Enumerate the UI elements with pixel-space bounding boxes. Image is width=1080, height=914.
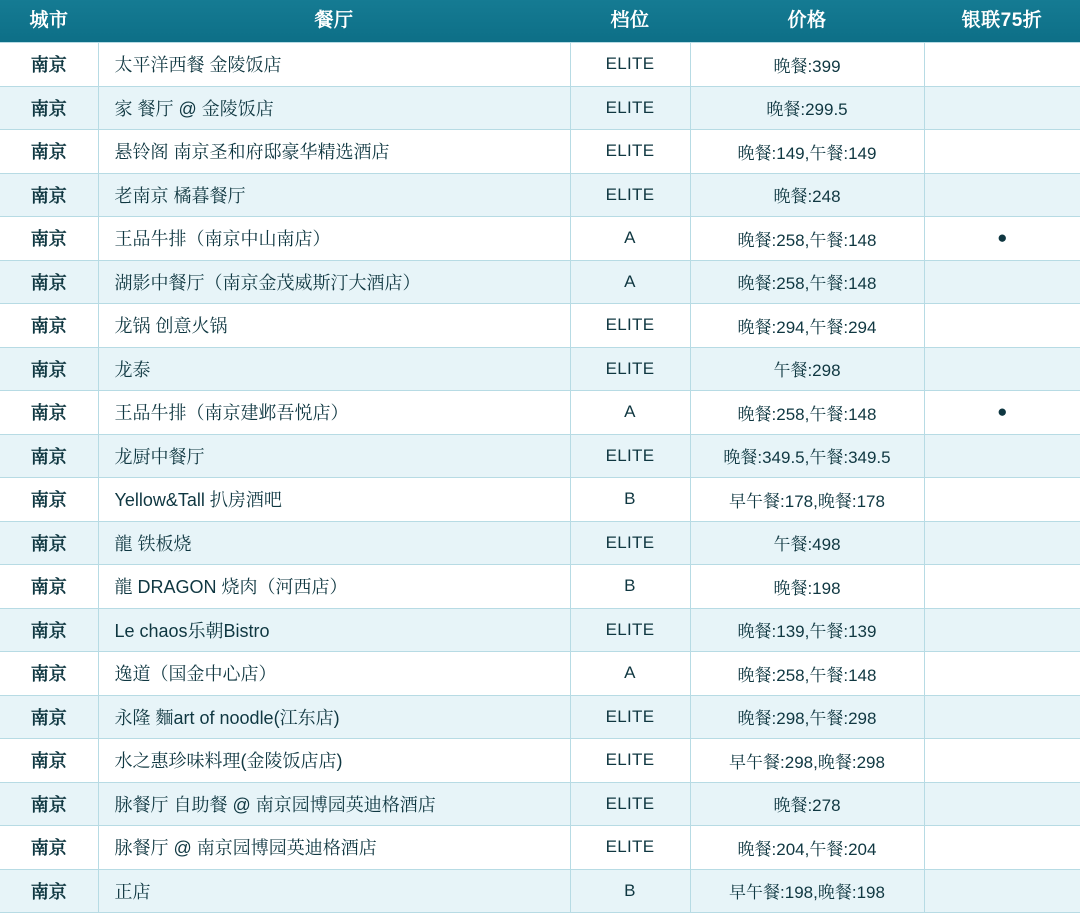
cell-union-pay [924,43,1080,87]
cell-tier: B [570,565,690,609]
cell-city: 南京 [0,739,98,783]
header-row [0,0,1080,43]
table-row [0,739,1080,783]
cell-city: 南京 [0,869,98,913]
cell-city: 南京 [0,347,98,391]
cell-tier: ELITE [570,130,690,174]
cell-tier: ELITE [570,434,690,478]
cell-tier: ELITE [570,826,690,870]
cell-union-pay [924,652,1080,696]
cell-restaurant: 湖影中餐厅（南京金茂威斯汀大酒店） [98,260,570,304]
cell-city: 南京 [0,652,98,696]
cell-restaurant: 龙锅 创意火锅 [98,304,570,348]
cell-restaurant: 脉餐厅 自助餐 @ 南京园博园英迪格酒店 [98,782,570,826]
cell-tier: ELITE [570,173,690,217]
table-row [0,608,1080,652]
cell-price: 晚餐:294,午餐:294 [690,304,924,348]
column-header-city: 城市 [0,0,98,43]
cell-price: 早午餐:178,晚餐:178 [690,478,924,522]
cell-tier: ELITE [570,43,690,87]
cell-union-pay: ● [924,217,1080,261]
cell-union-pay: ● [924,391,1080,435]
cell-price: 晚餐:139,午餐:139 [690,608,924,652]
cell-price: 晚餐:248 [690,173,924,217]
cell-tier: A [570,217,690,261]
cell-restaurant: 家 餐厅 @ 金陵饭店 [98,86,570,130]
cell-price: 晚餐:278 [690,782,924,826]
table-row [0,565,1080,609]
cell-union-pay [924,434,1080,478]
cell-city: 南京 [0,260,98,304]
cell-restaurant: Yellow&Tall 扒房酒吧 [98,478,570,522]
cell-price: 早午餐:198,晚餐:198 [690,869,924,913]
cell-city: 南京 [0,782,98,826]
cell-tier: A [570,652,690,696]
cell-union-pay [924,739,1080,783]
table-row [0,86,1080,130]
cell-tier: ELITE [570,608,690,652]
cell-restaurant: 水之惠珍味料理(金陵饭店店) [98,739,570,783]
cell-union-pay [924,86,1080,130]
table-row [0,260,1080,304]
cell-restaurant: 王品牛排（南京中山南店） [98,217,570,261]
cell-city: 南京 [0,391,98,435]
table-row [0,652,1080,696]
cell-city: 南京 [0,826,98,870]
cell-city: 南京 [0,695,98,739]
cell-price: 晚餐:399 [690,43,924,87]
cell-tier: A [570,260,690,304]
cell-restaurant: 悬铃阁 南京圣和府邸豪华精选酒店 [98,130,570,174]
cell-restaurant: 脉餐厅 @ 南京园博园英迪格酒店 [98,826,570,870]
cell-price: 早午餐:298,晚餐:298 [690,739,924,783]
cell-price: 晚餐:299.5 [690,86,924,130]
cell-restaurant: 逸道（国金中心店） [98,652,570,696]
cell-union-pay [924,478,1080,522]
table-row [0,521,1080,565]
table-row [0,130,1080,174]
cell-price: 晚餐:149,午餐:149 [690,130,924,174]
cell-price: 晚餐:298,午餐:298 [690,695,924,739]
cell-city: 南京 [0,304,98,348]
table-row [0,869,1080,913]
cell-tier: ELITE [570,782,690,826]
cell-city: 南京 [0,173,98,217]
cell-tier: A [570,391,690,435]
column-header-restaurant: 餐厅 [98,0,570,43]
cell-price: 晚餐:258,午餐:148 [690,391,924,435]
table-row [0,782,1080,826]
cell-tier: ELITE [570,521,690,565]
cell-price: 晚餐:258,午餐:148 [690,217,924,261]
table-row [0,826,1080,870]
cell-restaurant: 太平洋西餐 金陵饭店 [98,43,570,87]
cell-price: 晚餐:198 [690,565,924,609]
cell-union-pay [924,521,1080,565]
cell-restaurant: 龍 DRAGON 烧肉（河西店） [98,565,570,609]
cell-union-pay [924,260,1080,304]
cell-price: 午餐:298 [690,347,924,391]
cell-restaurant: 龙厨中餐厅 [98,434,570,478]
cell-union-pay [924,565,1080,609]
cell-price: 午餐:498 [690,521,924,565]
cell-price: 晚餐:349.5,午餐:349.5 [690,434,924,478]
cell-price: 晚餐:204,午餐:204 [690,826,924,870]
cell-restaurant: Le chaos乐朝Bistro [98,608,570,652]
cell-tier: ELITE [570,695,690,739]
cell-restaurant: 正店 [98,869,570,913]
table-row [0,478,1080,522]
table-row [0,347,1080,391]
table-row [0,434,1080,478]
cell-restaurant: 王品牛排（南京建邺吾悦店） [98,391,570,435]
cell-tier: B [570,478,690,522]
cell-tier: ELITE [570,347,690,391]
cell-union-pay [924,869,1080,913]
column-header-tier: 档位 [570,0,690,43]
table-row [0,695,1080,739]
cell-city: 南京 [0,130,98,174]
table-row [0,391,1080,435]
cell-tier: ELITE [570,739,690,783]
cell-city: 南京 [0,86,98,130]
cell-restaurant: 老南京 橘暮餐厅 [98,173,570,217]
cell-city: 南京 [0,43,98,87]
cell-city: 南京 [0,434,98,478]
cell-tier: ELITE [570,304,690,348]
cell-union-pay [924,173,1080,217]
cell-tier: ELITE [570,86,690,130]
cell-city: 南京 [0,608,98,652]
cell-price: 晚餐:258,午餐:148 [690,652,924,696]
cell-city: 南京 [0,565,98,609]
cell-restaurant: 龙泰 [98,347,570,391]
table-row [0,43,1080,87]
cell-city: 南京 [0,521,98,565]
cell-union-pay [924,347,1080,391]
column-header-price: 价格 [690,0,924,43]
cell-tier: B [570,869,690,913]
cell-city: 南京 [0,478,98,522]
cell-union-pay [924,608,1080,652]
cell-union-pay [924,782,1080,826]
cell-city: 南京 [0,217,98,261]
cell-union-pay [924,826,1080,870]
table-row [0,304,1080,348]
table-header [0,0,1080,43]
cell-union-pay [924,304,1080,348]
table-row [0,217,1080,261]
table-body [0,43,1080,913]
cell-restaurant: 龍 铁板烧 [98,521,570,565]
cell-union-pay [924,695,1080,739]
cell-restaurant: 永隆 麵art of noodle(江东店) [98,695,570,739]
cell-union-pay [924,130,1080,174]
cell-price: 晚餐:258,午餐:148 [690,260,924,304]
table-row [0,173,1080,217]
column-header-union-pay: 银联75折 [924,0,1080,43]
